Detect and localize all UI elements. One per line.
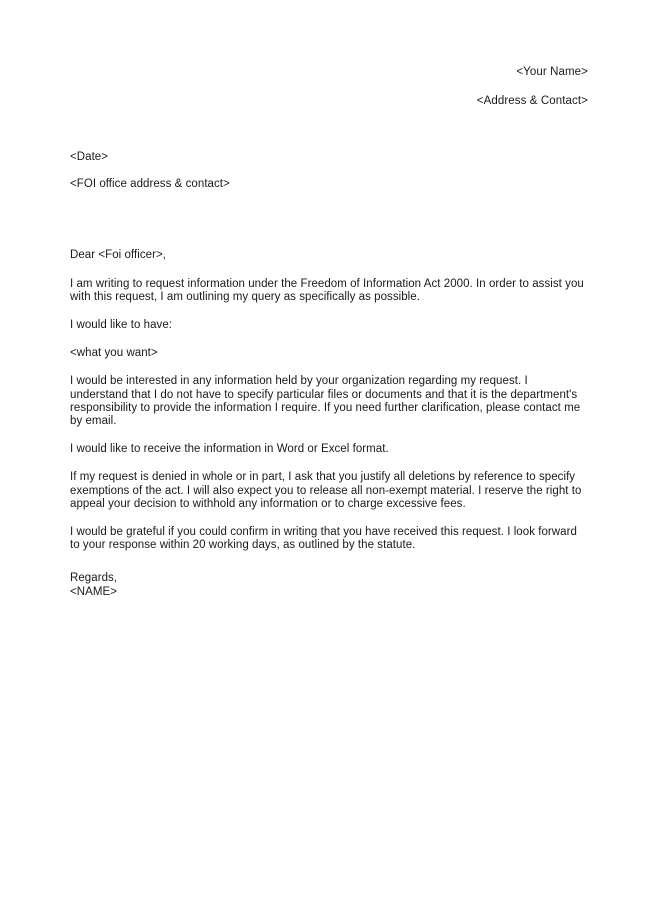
letter-date: <Date> bbox=[70, 151, 109, 163]
sender-block bbox=[70, 0, 588, 108]
paragraph-format: I would like to receive the information in Word or Excel format. bbox=[70, 443, 389, 456]
sender-address: <Address & Contact> bbox=[476, 95, 588, 107]
paragraph-intro: I am writing to request information under the Freedom of Information Act 2000. In order to assist you with this request, I am outlining my query as specifically as possible. bbox=[70, 277, 584, 303]
salutation: Dear <Foi officer>, bbox=[70, 249, 166, 262]
closing-block bbox=[70, 572, 588, 598]
valediction: Regards, bbox=[70, 572, 118, 585]
request-placeholder: <what you want> bbox=[70, 347, 158, 360]
request-lead-in: I would like to have: bbox=[70, 319, 173, 332]
sender-name: <Your Name> bbox=[516, 66, 588, 78]
paragraph-confirmation: I would be grateful if you could confirm in writing that you have received this request. I look forward to your response within 20 working days, as outlined by the statute. bbox=[70, 526, 577, 552]
letter-content bbox=[70, 0, 588, 599]
paragraph-scope: I would be interested in any information held by your organization regarding my request. I understand that I do not have to specify particular files or documents and that it is the department's responsibility to provide the information I require. If you need further clarification, please contact me by email. bbox=[70, 375, 581, 428]
recipient-address: <FOI office address & contact> bbox=[70, 178, 230, 191]
paragraph-denial: If my request is denied in whole or in part, I ask that you justify all deletions by reference to specify exemptions of the act. I will also expect you to release all non-exempt material. I reserve the right to appeal your decision to withhold any information or to charge excessive fees. bbox=[70, 471, 582, 510]
signature-name: <NAME> bbox=[70, 585, 117, 598]
